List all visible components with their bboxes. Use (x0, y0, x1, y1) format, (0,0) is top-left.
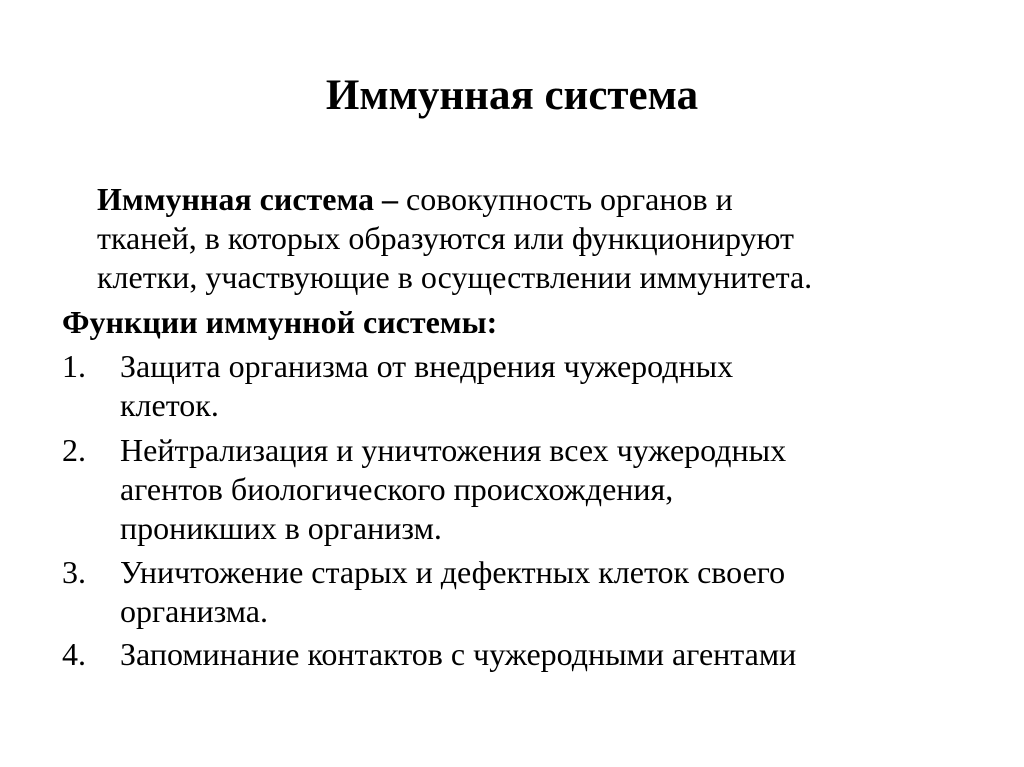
slide-title: Иммунная система (325, 72, 699, 119)
list-item-text (120, 553, 785, 631)
list-item-number: 4. (62, 636, 86, 672)
definition-term: Иммунная система (97, 181, 375, 217)
list-item-text (120, 347, 733, 425)
list-item-line-2: клеток. (120, 387, 219, 423)
definition-line-1: совокупность органов и (406, 181, 733, 217)
definition-line-3: клетки, участвующие в осуществлении иммунитета. (97, 259, 813, 295)
list-item-number: 3. (62, 554, 86, 590)
definition-dash: – (374, 181, 407, 217)
list-item-line-2: агентов биологического происхождения, (120, 471, 674, 507)
list-item-number: 1. (62, 348, 86, 384)
list-item-number: 2. (62, 432, 86, 468)
list-item-line-3: проникших в организм. (120, 510, 442, 546)
list-item-line-1: Защита организма от внедрения чужеродных (120, 348, 734, 384)
list-item-line-2: организма. (120, 593, 268, 629)
list-item-line-1: Уничтожение старых и дефектных клеток своего (120, 554, 786, 590)
list-item-line-1: Нейтрализация и уничтожения всех чужеродных (120, 432, 787, 468)
definition-line-2: тканей, в которых образуются или функционируют (97, 220, 794, 256)
list-item-text (120, 635, 796, 674)
functions-heading: Функции иммунной системы: (62, 304, 498, 340)
list-item-line-1: Запоминание контактов с чужеродными агентами (120, 636, 797, 672)
list-item-text (120, 431, 786, 548)
